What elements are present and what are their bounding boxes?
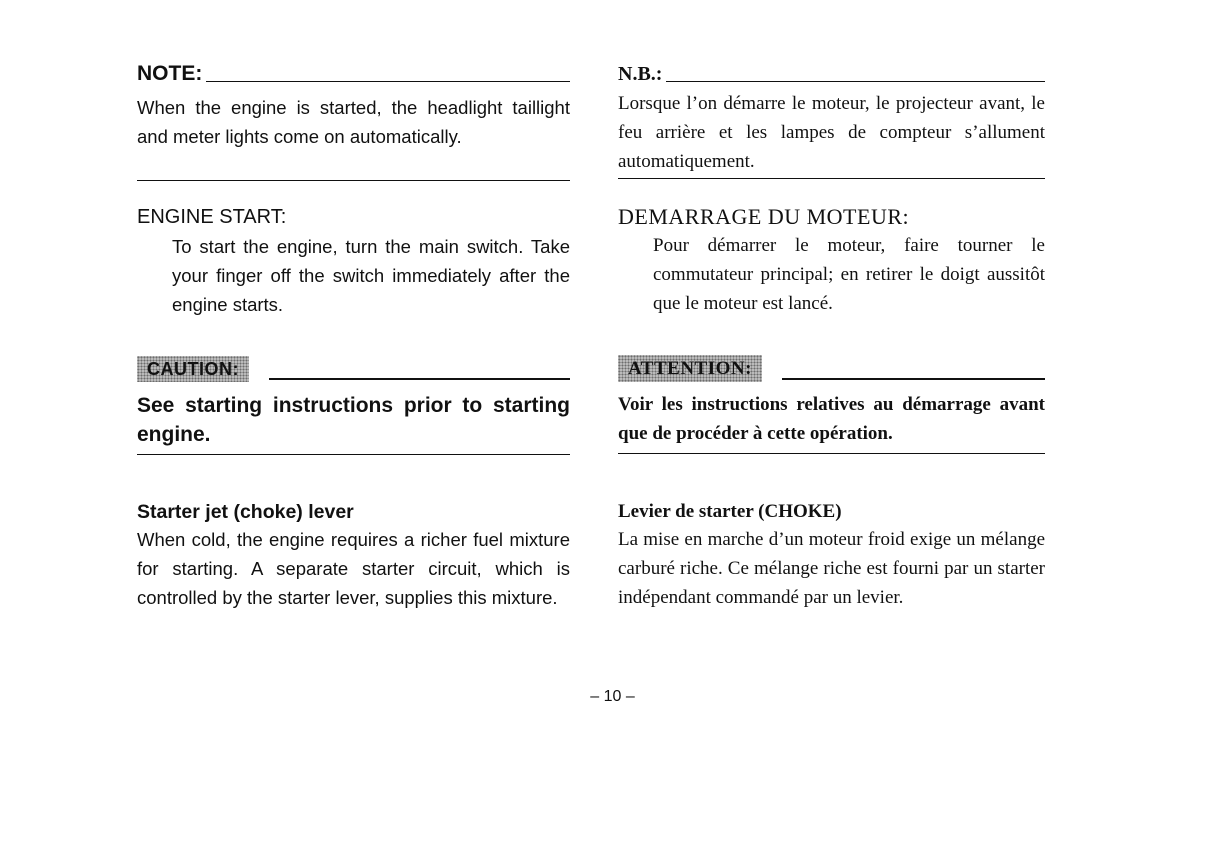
note-label: NOTE: bbox=[137, 62, 203, 85]
demarrage-heading: DEMARRAGE DU MOTEUR: bbox=[618, 204, 910, 229]
nb-rule bbox=[666, 81, 1045, 82]
nb-label: N.B.: bbox=[618, 63, 663, 85]
page-number: – 10 – bbox=[590, 688, 635, 705]
attention-rule bbox=[782, 378, 1045, 380]
choke-text: When cold, the engine requires a richer fuel mixture for starting. A separate starter circuit, which is controlled by the starter lever, supplies this mixture. bbox=[137, 529, 570, 608]
attention-badge: ATTENTION: bbox=[618, 355, 762, 382]
caution-text: See starting instructions prior to starting engine. bbox=[137, 394, 570, 446]
engine-start-heading: ENGINE START: bbox=[137, 206, 287, 228]
choke-heading: Starter jet (choke) lever bbox=[137, 501, 354, 523]
levier-text: La mise en marche d’un moteur froid exige un mélange carburé riche. Ce mélange riche est fourni par un starter indépendant commandé par un levier. bbox=[618, 529, 1045, 608]
note-bottom-rule bbox=[137, 180, 570, 181]
attention-text: Voir les instructions relatives au démarrage avant que de procéder à cette opération. bbox=[618, 394, 1045, 444]
note-heading bbox=[137, 62, 570, 86]
caution-badge: CAUTION: bbox=[137, 356, 249, 382]
levier-heading: Levier de starter (CHOKE) bbox=[618, 501, 842, 522]
nb-bottom-rule bbox=[618, 178, 1045, 179]
caution-bottom-rule bbox=[137, 454, 570, 455]
caution-heading bbox=[137, 340, 570, 382]
engine-start-text: To start the engine, turn the main switch. Take your finger off the switch immediately after the engine starts. bbox=[172, 236, 570, 315]
attention-heading bbox=[618, 340, 1045, 382]
note-rule bbox=[206, 81, 570, 82]
nb-heading bbox=[618, 62, 1045, 86]
note-text: When the engine is started, the headlight taillight and meter lights come on automatically. bbox=[137, 97, 570, 147]
nb-text: Lorsque l’on démarre le moteur, le projecteur avant, le feu arrière et les lampes de compteur s’allument automatiquement. bbox=[618, 93, 1045, 172]
attention-bottom-rule bbox=[618, 453, 1045, 454]
caution-rule bbox=[269, 378, 570, 380]
demarrage-text: Pour démarrer le moteur, faire tourner le commutateur principal; en retirer le doigt aussitôt que le moteur est lancé. bbox=[653, 235, 1045, 314]
